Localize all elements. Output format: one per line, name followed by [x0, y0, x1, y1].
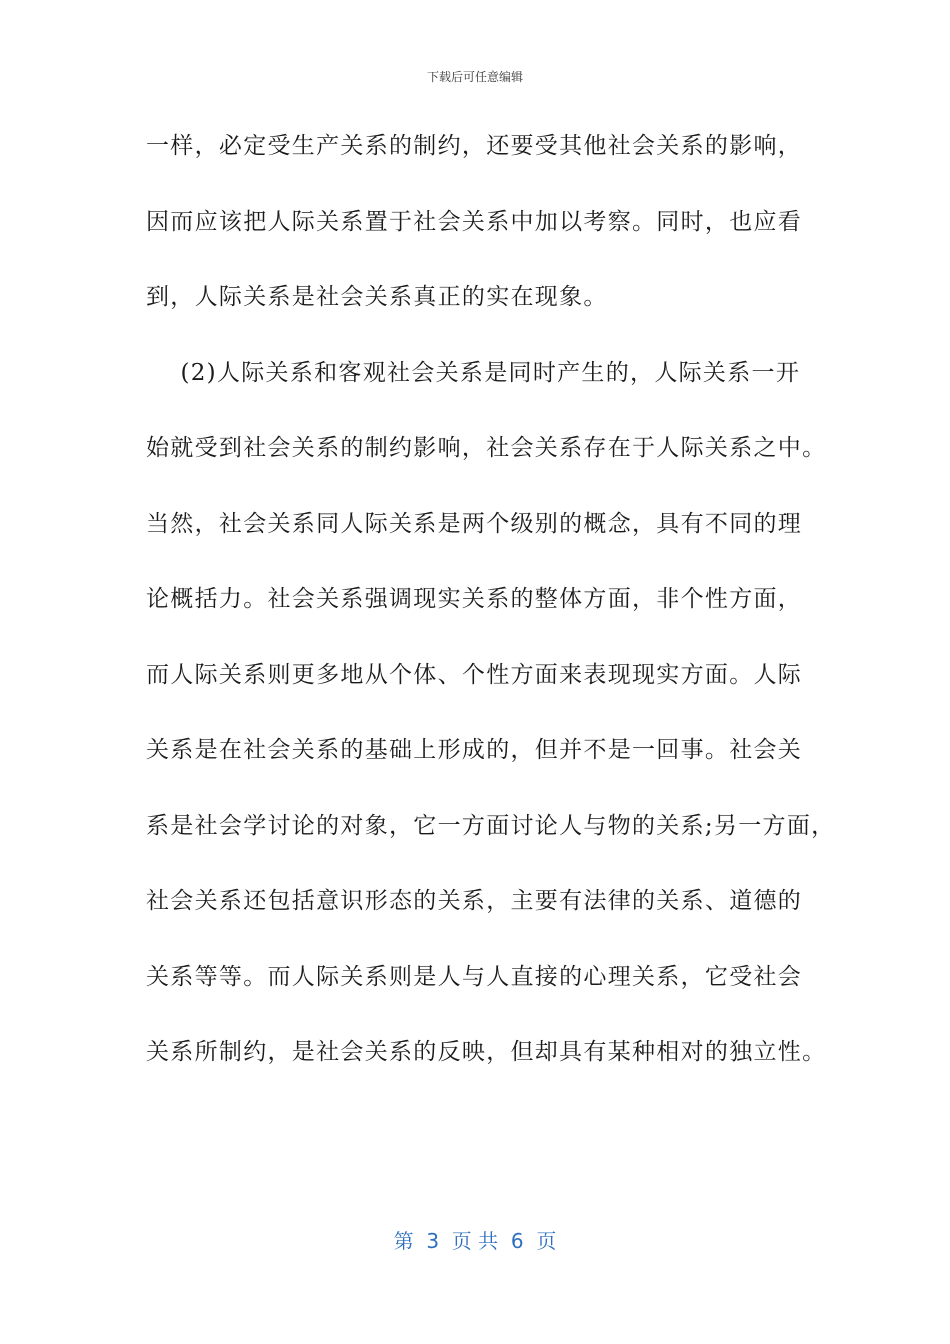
page-footer: [0, 1225, 950, 1254]
paragraph-line: 始就受到社会关系的制约影响，社会关系存在于人际关系之中。: [146, 435, 827, 461]
paragraph-line: 社会关系还包括意识形态的关系，主要有法律的关系、道德的: [146, 888, 803, 914]
page-number-label: 第 3 页 共 6 页: [393, 1229, 557, 1253]
paragraph-line: 关系所制约，是社会关系的反映，但却具有某种相对的独立性。: [146, 1039, 827, 1065]
paragraph-line: 而人际关系则更多地从个体、个性方面来表现现实方面。人际: [146, 661, 803, 688]
paragraph-line: 一样，必定受生产关系的制约，还要受其他社会关系的影响，: [146, 133, 803, 159]
paragraph-line: 系是社会学讨论的对象，它一方面讨论人与物的关系;另一方面，: [146, 812, 836, 839]
paragraph-line: (2)人际关系和客观社会关系是同时产生的，人际关系一开: [146, 359, 801, 386]
document-body: [146, 124, 836, 1106]
header-note: 下载后可任意编辑: [426, 70, 523, 84]
paragraph-line: 关系等等。而人际关系则是人与人直接的心理关系，它受社会: [146, 963, 803, 990]
paragraph-line: 到，人际关系是社会关系真正的实在现象。: [146, 284, 608, 310]
paragraph-line: 当然，社会关系同人际关系是两个级别的概念，具有不同的理: [146, 510, 803, 537]
paragraph-line: 关系是在社会关系的基础上形成的，但并不是一回事。社会关: [146, 737, 803, 763]
paragraph-line: 因而应该把人际关系置于社会关系中加以考察。同时，也应看: [146, 208, 803, 235]
paragraph-line: 论概括力。社会关系强调现实关系的整体方面，非个性方面，: [146, 586, 803, 612]
